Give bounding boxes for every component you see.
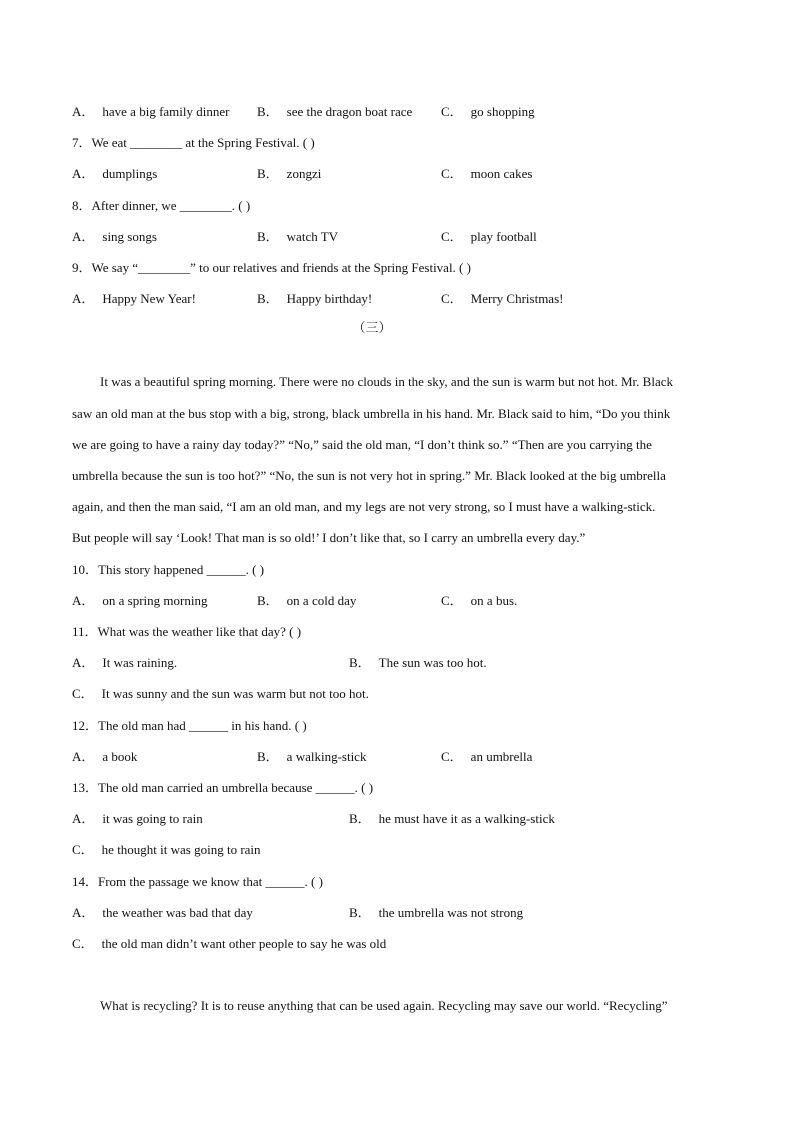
- option-text: see the dragon boat race: [286, 104, 413, 119]
- option-text: the weather was bad that day: [102, 905, 253, 920]
- option-letter: C．: [441, 229, 463, 244]
- answer-option: [257, 749, 366, 765]
- option-letter: C．: [441, 166, 463, 181]
- option-text: go shopping: [470, 104, 535, 119]
- option-text: dumplings: [102, 166, 158, 181]
- answer-option: [349, 905, 523, 921]
- answer-option: [441, 229, 537, 245]
- answer-option: [441, 291, 563, 307]
- option-letter: A．: [72, 811, 95, 826]
- option-letter: A．: [72, 104, 95, 119]
- answer-option: [72, 749, 137, 765]
- question-text: 9．We say “________” to our relatives and friends at the Spring Festival. ( ): [72, 260, 471, 275]
- option-text: he thought it was going to rain: [101, 842, 261, 857]
- option-text: play football: [470, 229, 537, 244]
- option-letter: B．: [257, 229, 279, 244]
- passage-line: umbrella because the sun is too hot?” “No, the sun is not very hot in spring.” Mr. Black looked at the big umbrella: [72, 468, 666, 483]
- answer-option: [72, 229, 157, 245]
- option-letter: B．: [257, 291, 279, 306]
- answer-option: [257, 593, 356, 609]
- option-text: a book: [102, 749, 138, 764]
- answer-option: [72, 842, 261, 858]
- option-text: the umbrella was not strong: [378, 905, 524, 920]
- answer-option: [257, 291, 372, 307]
- passage-line: But people will say ‘Look! That man is so old!’ I don’t like that, so I carry an umbrella every day.”: [72, 530, 586, 545]
- passage-line: It was a beautiful spring morning. There were no clouds in the sky, and the sun is warm but not hot. Mr. Black: [100, 374, 673, 389]
- option-letter: B．: [349, 811, 371, 826]
- option-letter: A．: [72, 655, 95, 670]
- option-letter: A．: [72, 166, 95, 181]
- option-text: the old man didn’t want other people to say he was old: [101, 936, 387, 951]
- option-text: Merry Christmas!: [470, 291, 564, 306]
- option-letter: C．: [441, 104, 463, 119]
- option-letter: C．: [72, 936, 94, 951]
- option-text: It was raining.: [102, 655, 178, 670]
- option-text: on a bus.: [470, 593, 518, 608]
- option-letter: B．: [257, 166, 279, 181]
- option-letter: C．: [441, 593, 463, 608]
- option-text: Happy birthday!: [286, 291, 373, 306]
- option-text: an umbrella: [470, 749, 533, 764]
- question-text: 7．We eat ________ at the Spring Festival. ( ): [72, 135, 315, 150]
- option-letter: B．: [257, 104, 279, 119]
- option-letter: C．: [72, 842, 94, 857]
- answer-option: [257, 166, 321, 182]
- answer-option: [349, 811, 555, 827]
- option-letter: A．: [72, 905, 95, 920]
- option-text: Happy New Year!: [102, 291, 196, 306]
- question-text: 14．From the passage we know that ______. ( ): [72, 874, 323, 889]
- question-text: 12．The old man had ______ in his hand. ( ): [72, 718, 307, 733]
- option-letter: A．: [72, 749, 95, 764]
- section-heading: （三）: [352, 320, 392, 335]
- option-letter: A．: [72, 291, 95, 306]
- option-text: it was going to rain: [102, 811, 203, 826]
- passage-line: again, and then the man said, “I am an old man, and my legs are not very strong, so I must have a walking-stick.: [72, 499, 656, 514]
- option-text: sing songs: [102, 229, 157, 244]
- answer-option: [441, 104, 535, 120]
- option-text: a walking-stick: [286, 749, 367, 764]
- closing-paragraph: What is recycling? It is to reuse anything that can be used again. Recycling may save our world. “Recycling”: [100, 998, 668, 1013]
- option-letter: C．: [441, 749, 463, 764]
- answer-option: [441, 166, 532, 182]
- answer-option: [72, 905, 253, 921]
- option-text: zongzi: [286, 166, 322, 181]
- option-text: on a spring morning: [102, 593, 208, 608]
- question-text: 8．After dinner, we ________. ( ): [72, 198, 251, 213]
- option-letter: C．: [72, 686, 94, 701]
- option-text: on a cold day: [286, 593, 357, 608]
- option-text: he must have it as a walking-stick: [378, 811, 555, 826]
- answer-option: [72, 291, 196, 307]
- option-text: watch TV: [286, 229, 339, 244]
- option-letter: C．: [441, 291, 463, 306]
- option-letter: A．: [72, 593, 95, 608]
- answer-option: [72, 811, 203, 827]
- option-text: have a big family dinner: [102, 104, 230, 119]
- option-letter: B．: [349, 905, 371, 920]
- answer-option: [349, 655, 487, 671]
- option-text: moon cakes: [470, 166, 533, 181]
- option-text: It was sunny and the sun was warm but not too hot.: [101, 686, 369, 701]
- passage-line: we are going to have a rainy day today?” “No,” said the old man, “I don’t think so.” “Then are you carrying the: [72, 437, 652, 452]
- option-text: The sun was too hot.: [378, 655, 487, 670]
- answer-option: [72, 686, 369, 702]
- answer-option: [441, 749, 532, 765]
- answer-option: [257, 229, 338, 245]
- option-letter: B．: [349, 655, 371, 670]
- question-text: 10．This story happened ______. ( ): [72, 562, 265, 577]
- answer-option: [441, 593, 517, 609]
- passage-line: saw an old man at the bus stop with a big, strong, black umbrella in his hand. Mr. Black said to him, “Do you think: [72, 406, 671, 421]
- question-text: 11．What was the weather like that day? ( ): [72, 624, 302, 639]
- answer-option: [72, 166, 157, 182]
- answer-option: [72, 936, 386, 952]
- answer-option: [257, 104, 412, 120]
- option-letter: B．: [257, 749, 279, 764]
- answer-option: [72, 593, 207, 609]
- option-letter: A．: [72, 229, 95, 244]
- question-text: 13．The old man carried an umbrella because ______. ( ): [72, 780, 374, 795]
- answer-option: [72, 104, 229, 120]
- option-letter: B．: [257, 593, 279, 608]
- answer-option: [72, 655, 177, 671]
